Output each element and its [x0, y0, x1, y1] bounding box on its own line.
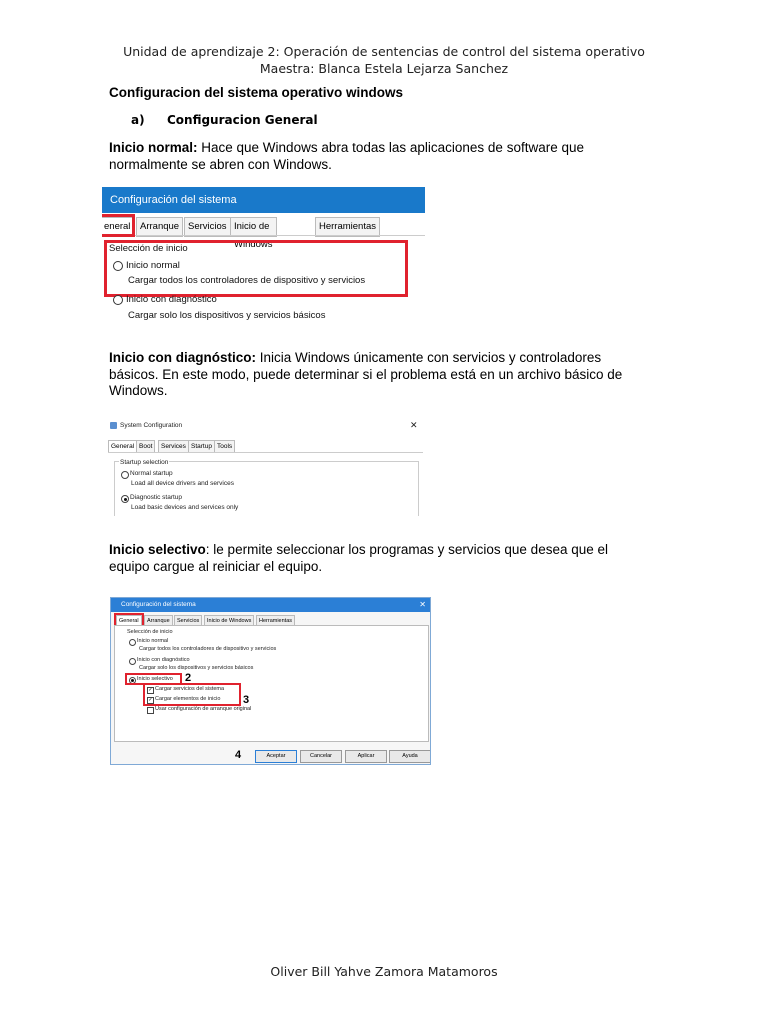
paragraph-normal [109, 140, 669, 173]
tab-boot[interactable]: Boot [136, 440, 155, 453]
selective-line2: equipo cargue al reiniciar el equipo. [109, 558, 323, 574]
label-diagnostico: Inicio con diagnóstico [137, 657, 190, 663]
tab-general[interactable]: General [108, 440, 137, 453]
label-normal: Inicio normal [126, 260, 180, 271]
diagnostic-line1: Inicia Windows únicamente con servicios y controladores [256, 350, 602, 365]
header-line-1: Unidad de aprendizaje 2: Operación de sentencias de control del sistema operativo [123, 44, 645, 59]
close-icon[interactable]: ✕ [419, 600, 426, 609]
desc-diagnostic-startup: Load basic devices and services only [131, 504, 239, 511]
tab-herramientas[interactable]: Herramientas [315, 217, 380, 237]
tab-startup[interactable]: Startup [188, 440, 215, 453]
section-title: Configuracion del sistema operativo windows [109, 85, 404, 100]
tab-services[interactable]: Services [158, 440, 189, 453]
app-icon [110, 422, 117, 429]
window-title: Configuración del sistema [111, 598, 431, 612]
label-selectivo: Inicio selectivo [137, 676, 173, 682]
screenshot-configuracion-normal [102, 187, 425, 325]
close-icon[interactable]: ✕ [410, 420, 418, 430]
highlight-checkboxes [143, 683, 241, 706]
highlight-general-tab [102, 214, 135, 237]
group-label: Startup selection [120, 459, 169, 466]
label-elementos: Cargar elementos de inicio [155, 696, 221, 702]
label-original: Usar configuración de arranque original [155, 706, 252, 712]
ayuda-button[interactable]: Ayuda [389, 750, 431, 763]
desc-normal: Cargar todos los controladores de dispositivo y servicios [139, 646, 277, 652]
tab-arranque[interactable]: Arranque [144, 615, 173, 627]
screenshot-system-configuration [108, 417, 423, 516]
radio-diagnostico[interactable] [129, 658, 136, 665]
highlight-normal-section [104, 240, 408, 297]
step-number-3: 3 [243, 694, 250, 706]
tab-general[interactable]: General [116, 615, 142, 627]
label-diagnostico: Inicio con diagnóstico [126, 294, 217, 305]
group-label: Selección de inicio [109, 243, 188, 254]
label-normal-startup: Normal startup [130, 470, 173, 477]
term-selective: Inicio selectivo [109, 542, 206, 557]
radio-normal[interactable] [129, 639, 136, 646]
screenshot-configuracion-selectivo [110, 597, 431, 765]
window-title: Configuración del sistema [102, 187, 425, 213]
header-line-2: Maestra: Blanca Estela Lejarza Sanchez [259, 61, 509, 76]
label-normal: Inicio normal [137, 638, 169, 644]
checkbox-servicios[interactable]: ✓ [148, 687, 153, 693]
tab-arranque[interactable]: Arranque [136, 217, 183, 237]
group-label: Selección de inicio [127, 629, 173, 635]
label-servicios: Cargar servicios del sistema [155, 686, 225, 692]
desc-diagnostico: Cargar solo los dispositivos y servicios básicos [139, 665, 254, 671]
window-title: System Configuration [120, 422, 183, 429]
tab-divider [108, 452, 423, 453]
tab-servicios[interactable]: Servicios [174, 615, 202, 627]
step-number-2: 2 [185, 672, 192, 684]
tab-inicio-windows[interactable]: Inicio de Windows [230, 217, 277, 237]
tab-servicios[interactable]: Servicios [184, 217, 231, 237]
radio-diagnostico[interactable] [113, 295, 123, 305]
normal-line2: normalmente se abren con Windows. [109, 156, 332, 172]
radio-normal-startup[interactable] [121, 471, 129, 479]
term-diagnostic: Inicio con diagnóstico: [109, 350, 257, 365]
subsection-heading [131, 113, 318, 127]
tab-divider [102, 235, 425, 236]
checkbox-original[interactable] [147, 707, 154, 714]
aceptar-button[interactable]: Aceptar [255, 750, 297, 763]
diagnostic-line2: básicos. En este modo, puede determinar si el problema está en un archivo básico de [109, 366, 623, 382]
subsection-marker: a) [131, 113, 145, 127]
tab-herramientas[interactable]: Herramientas [256, 615, 295, 627]
checkbox-elementos[interactable]: ✓ [148, 697, 153, 703]
step-number-4: 4 [235, 749, 242, 761]
tab-general[interactable]: eneral [102, 217, 135, 237]
desc-diagnostico: Cargar solo los dispositivos y servicios básicos [128, 310, 326, 321]
tab-inicio-windows[interactable]: Inicio de Windows [204, 615, 254, 627]
diagnostic-line3: Windows. [109, 383, 168, 398]
tab-tools[interactable]: Tools [214, 440, 235, 453]
paragraph-selective [109, 542, 669, 575]
term-normal: Inicio normal: [109, 140, 198, 155]
label-diagnostic-startup: Diagnostic startup [130, 494, 183, 501]
cancelar-button[interactable]: Cancelar [300, 750, 342, 763]
desc-normal: Cargar todos los controladores de dispositivo y servicios [128, 275, 366, 286]
footer-author: Oliver Bill Yahve Zamora Matamoros [270, 964, 498, 979]
selective-line1: : le permite seleccionar los programas y servicios que desea que el [205, 542, 608, 557]
normal-line1: Hace que Windows abra todas las aplicaciones de software que [197, 140, 584, 155]
paragraph-diagnostic [109, 350, 669, 400]
subsection-title: Configuracion General [166, 113, 318, 127]
radio-diagnostic-startup[interactable] [121, 495, 129, 503]
desc-normal-startup: Load all device drivers and services [131, 480, 234, 487]
aplicar-button[interactable]: Aplicar [345, 750, 387, 763]
